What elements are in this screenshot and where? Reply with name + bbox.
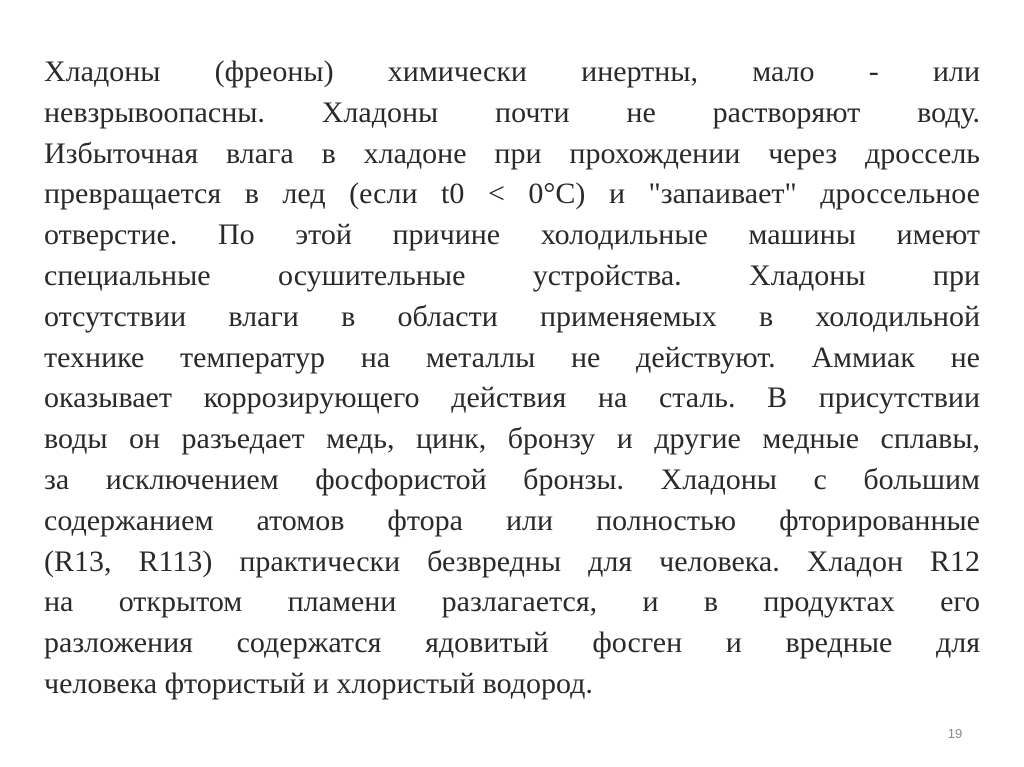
- text-line: оказывает коррозирующего действия на сталь. В присутствии: [44, 381, 980, 415]
- text-line: Избыточная влага в хладоне при прохождении через дроссель: [44, 136, 980, 170]
- text-line: разложения содержатся ядовитый фосген и вредные для: [44, 626, 980, 660]
- text-line: отверстие. По этой причине холодильные машины имеют: [44, 218, 980, 252]
- page-number: 19: [947, 726, 963, 741]
- text-line: за исключением фосфористой бронзы. Хладоны с большим: [44, 462, 980, 496]
- text-line: технике температур на металлы не действуют. Аммиак не: [44, 340, 980, 374]
- text-line: Хладоны (фреоны) химически инертны, мало - или: [44, 55, 980, 88]
- text-line: превращается в лед (если t0 < 0°С) и "запаивает" дроссельное: [44, 177, 980, 211]
- text-line: специальные осушительные устройства. Хладоны при: [44, 258, 980, 292]
- text-line: невзрывоопасны. Хладоны почти не растворяют воду.: [44, 95, 980, 129]
- text-line: содержанием атомов фтора или полностью фторированные: [44, 503, 980, 537]
- text-line: (R13, R113) практически безвредны для человека. Хладон R12: [44, 544, 980, 578]
- text-line: воды он разъедает медь, цинк, бронзу и другие медные сплавы,: [44, 422, 980, 456]
- text-line: человека фтористый и хлористый водород.: [44, 666, 593, 700]
- text-line: на открытом пламени разлагается, и в продуктах его: [44, 585, 980, 619]
- body-paragraph: [44, 52, 980, 705]
- text-line: отсутствии влаги в области применяемых в холодильной: [44, 299, 980, 333]
